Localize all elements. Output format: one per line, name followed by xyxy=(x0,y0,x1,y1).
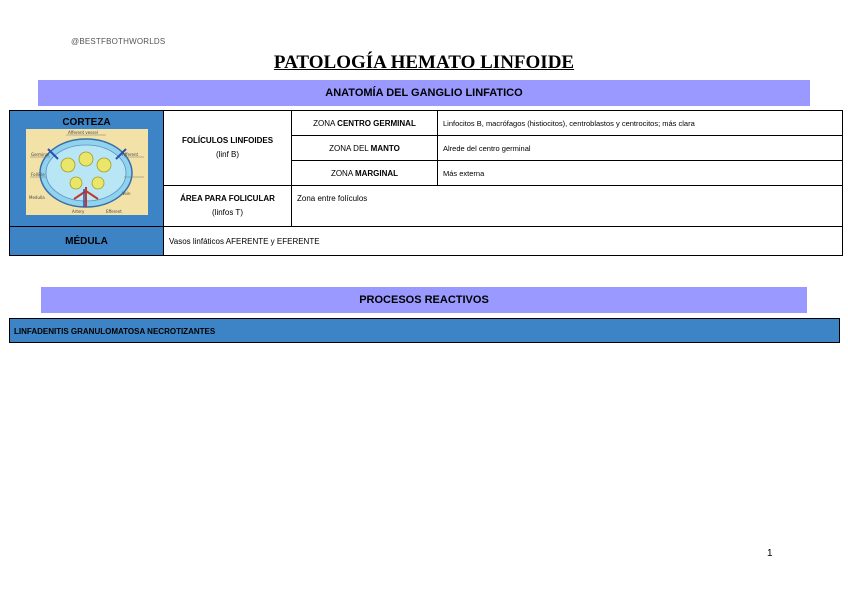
svg-text:Follicle: Follicle xyxy=(30,172,45,177)
anatomy-heading: ANATOMÍA DEL GANGLIO LINFATICO xyxy=(38,80,810,106)
zone-manto-desc: Alrede del centro germinal xyxy=(438,136,843,161)
svg-text:Afferent: Afferent xyxy=(121,152,138,157)
linfadenitis-row: LINFADENITIS GRANULOMATOSA NECROTIZANTES xyxy=(9,318,840,343)
foliculos-cell xyxy=(164,111,292,186)
zone-centro-germinal: ZONA CENTRO GERMINAL xyxy=(292,111,438,136)
parafolicular-label: ÁREA PARA FOLICULAR xyxy=(180,194,275,203)
zone-marginal-desc: Más externa xyxy=(438,161,843,186)
foliculos-sublabel: (linf B) xyxy=(215,150,240,159)
medula-label: MÉDULA xyxy=(10,227,164,256)
procesos-heading: PROCESOS REACTIVOS xyxy=(41,287,807,313)
svg-text:Artery: Artery xyxy=(71,209,84,214)
watermark: @BESTFBOTHWORLDS xyxy=(71,37,166,46)
parafolicular-cell xyxy=(164,186,292,227)
anatomy-table xyxy=(9,110,843,256)
parafolicular-sublabel: (linfos T) xyxy=(212,208,243,217)
zone-centro-germinal-desc: Linfocitos B, macrófagos (histiocitos), centroblastos y centrocitos; más clara xyxy=(438,111,843,136)
corteza-label: CORTEZA xyxy=(62,117,111,128)
foliculos-label: FOLÍCULOS LINFOIDES xyxy=(181,136,274,145)
svg-text:Afferent vessel: Afferent vessel xyxy=(67,130,98,135)
svg-text:Germinal: Germinal xyxy=(30,152,49,157)
svg-text:Vein: Vein xyxy=(121,191,131,196)
medula-desc: Vasos linfáticos AFERENTE y EFERENTE xyxy=(164,227,843,256)
page-title: PATOLOGÍA HEMATO LINFOIDE xyxy=(273,52,575,73)
corteza-cell xyxy=(10,111,164,227)
svg-text:Medulla: Medulla xyxy=(28,195,45,200)
parafolicular-desc: Zona entre folículos xyxy=(292,186,843,227)
zone-marginal: ZONA MARGINAL xyxy=(292,161,438,186)
lymph-node-diagram xyxy=(26,129,148,215)
page-number: 1 xyxy=(767,548,773,559)
svg-text:Efferent: Efferent xyxy=(105,209,122,214)
zone-manto: ZONA DEL MANTO xyxy=(292,136,438,161)
